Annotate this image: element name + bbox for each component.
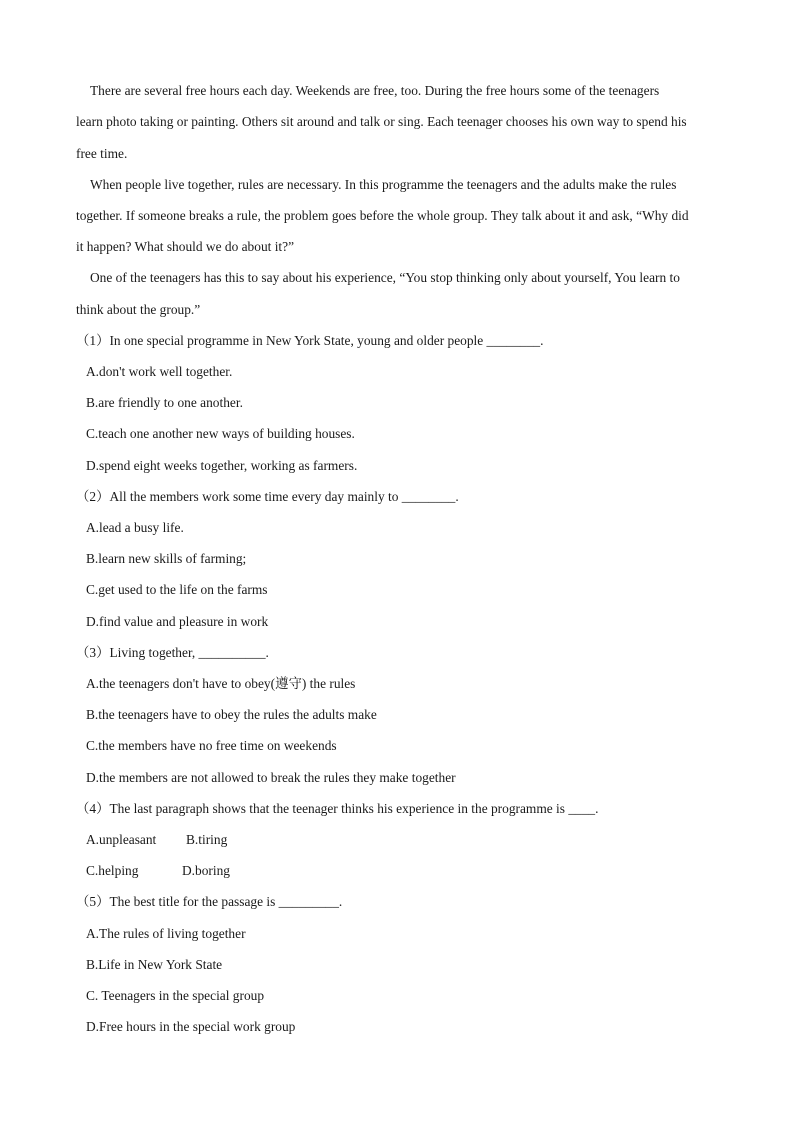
question-stem: （3）Living together, __________.	[76, 645, 269, 660]
answer-option: B.tiring	[186, 832, 228, 847]
answer-option: A.the teenagers don't have to obey(遵守) the rules	[86, 676, 356, 691]
answer-option: B.are friendly to one another.	[86, 395, 243, 410]
question-stem: （2）All the members work some time every day mainly to ________.	[76, 489, 459, 504]
answer-option: B.learn new skills of farming;	[86, 551, 247, 566]
answer-option: D.find value and pleasure in work	[86, 614, 269, 629]
answer-option: A.don't work well together.	[86, 364, 233, 379]
answer-option: C.get used to the life on the farms	[86, 582, 268, 597]
answer-option: A.unpleasant	[86, 832, 157, 847]
passage-line: There are several free hours each day. Weekends are free, too. During the free hours some of the teenagers	[90, 83, 660, 98]
answer-option: C. Teenagers in the special group	[86, 988, 265, 1003]
answer-option: C.helping	[86, 863, 139, 878]
passage-line: together. If someone breaks a rule, the problem goes before the whole group. They talk about it and ask, “Why did	[76, 208, 689, 223]
answer-option: D.spend eight weeks together, working as farmers.	[86, 458, 358, 473]
question-stem: （1）In one special programme in New York State, young and older people ________.	[76, 333, 544, 348]
answer-option: A.lead a busy life.	[86, 520, 184, 535]
question-stem: （4）The last paragraph shows that the teenager thinks his experience in the programme is ____.	[76, 801, 599, 816]
answer-option: B.the teenagers have to obey the rules the adults make	[86, 707, 377, 722]
answer-option: D.Free hours in the special work group	[86, 1019, 296, 1034]
passage-line: When people live together, rules are necessary. In this programme the teenagers and the adults make the rules	[90, 177, 677, 192]
answer-option: A.The rules of living together	[86, 926, 246, 941]
passage-line: it happen? What should we do about it?”	[76, 239, 295, 254]
answer-option: C.teach one another new ways of building houses.	[86, 426, 355, 441]
answer-option: B.Life in New York State	[86, 957, 223, 972]
passage-line: learn photo taking or painting. Others sit around and talk or sing. Each teenager chooses his own way to spend his	[76, 114, 687, 129]
answer-option: D.the members are not allowed to break the rules they make together	[86, 770, 456, 785]
passage-line: think about the group.”	[76, 302, 201, 317]
question-stem: （5）The best title for the passage is _________.	[76, 894, 343, 909]
passage-line: One of the teenagers has this to say about his experience, “You stop thinking only about yourself, You learn to	[90, 270, 680, 285]
passage-line: free time.	[76, 146, 128, 161]
answer-option: C.the members have no free time on weekends	[86, 738, 337, 753]
answer-option: D.boring	[182, 863, 230, 878]
